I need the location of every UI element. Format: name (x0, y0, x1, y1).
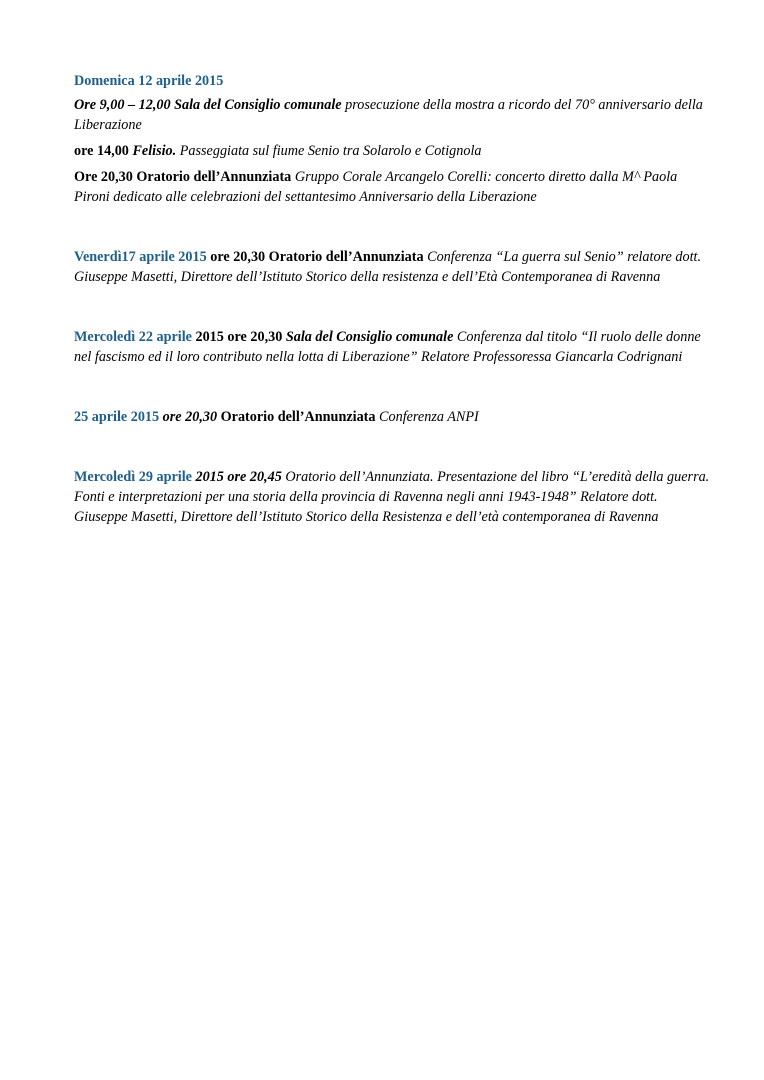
event-place: Oratorio dell’Annunziata (217, 409, 376, 425)
event-time: ore 14,00 (74, 143, 133, 159)
event-time-place: Ore 9,00 – 12,00 Sala del Consiglio comunale (74, 97, 342, 113)
event-exhibition (74, 95, 710, 135)
event-time-place: ore 20,30 Oratorio dell’Annunziata (206, 249, 424, 265)
event-place: Felisio. (132, 143, 177, 159)
event-time: ore 20,30 (159, 409, 218, 425)
date-label: Venerdì17 aprile 2015 (74, 249, 207, 265)
event-concert (74, 167, 710, 207)
event-description: Gruppo Corale Arcangelo Corelli: concerto diretto dalla M^ Paola Pironi dedicato alle celebrazioni del settantesimo Anniversario della Liberazione (74, 169, 678, 205)
event-description: prosecuzione della mostra a ricordo del 70° anniversario della Liberazione (74, 97, 703, 133)
event-program (74, 71, 710, 527)
event-conference-senio (74, 247, 710, 287)
event-time-place: Ore 20,30 Oratorio dell’Annunziata (74, 169, 292, 185)
event-time: 2015 ore 20,30 (191, 329, 286, 345)
event-anpi (74, 407, 710, 427)
date-label: Mercoledì 29 aprile (74, 469, 192, 485)
date-label: Domenica 12 aprile 2015 (74, 73, 224, 89)
date-label: 25 aprile 2015 (74, 409, 160, 425)
event-conference-women (74, 327, 710, 367)
event-description: Conferenza dal titolo “Il ruolo delle donne nel fascismo ed il loro contributo nella lotta di Liberazione” Relatore Professoressa Giancarla Codrignani (74, 329, 701, 365)
event-date-heading (74, 71, 710, 91)
event-description: Conferenza “La guerra sul Senio” relatore dott. Giuseppe Masetti, Direttore dell’Istituto Storico della resistenza e dell’Età Contemporanea di Ravenna (74, 249, 702, 285)
event-description: Oratorio dell’Annunziata. Presentazione del libro “L’eredità della guerra. Fonti e interpretazioni per una storia della provincia di Ravenna negli anni 1943-1948” Relatore dott. Giuseppe Masetti, Direttore dell’Istituto Storico della Resistenza e dell’età contemporanea di Ravenna (74, 469, 710, 525)
event-description: Conferenza ANPI (375, 409, 479, 425)
date-label: Mercoledì 22 aprile (74, 329, 192, 345)
event-book-presentation (74, 467, 710, 527)
event-place: Sala del Consiglio comunale (285, 329, 454, 345)
event-time: 2015 ore 20,45 (191, 469, 282, 485)
event-walk (74, 141, 710, 161)
event-description: Passeggiata sul fiume Senio tra Solarolo e Cotignola (176, 143, 482, 159)
